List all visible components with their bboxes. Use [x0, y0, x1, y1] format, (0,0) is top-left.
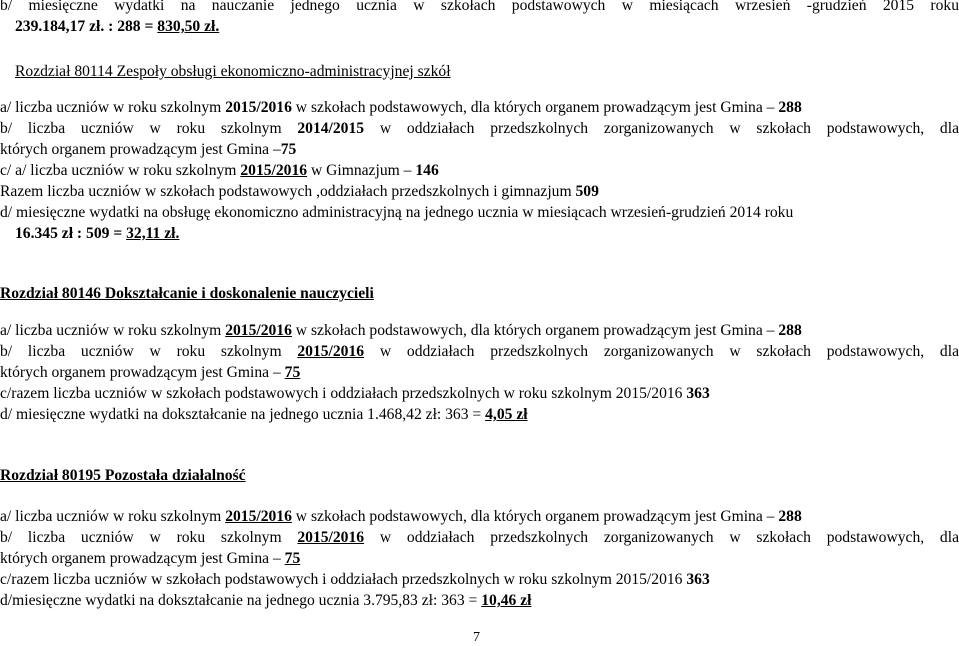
text-line: b/ miesięczne wydatki na nauczanie jednego ucznia w szkołach podstawowych w miesiącach wrzesień -grudzień 2015 roku [0, 0, 959, 14]
text-line: c/razem liczba uczniów w szkołach podstawowych i oddziałach przedszkolnych w roku szkolnym 2015/2016 363 [0, 571, 710, 588]
section-heading-80195: Rozdział 80195 Pozostała działalność [0, 467, 246, 484]
text-line: których organem prowadzącym jest Gmina – 75 [0, 364, 301, 381]
text-line: d/ miesięczne wydatki na dokształcanie na jednego ucznia 1.468,42 zł: 363 = 4,05 zł [0, 406, 528, 423]
text-line: d/ miesięczne wydatki na obsługę ekonomiczno administracyjną na jednego ucznia w miesiącach wrzesień-grudzień 2014 roku [0, 204, 794, 221]
text-line: c/ a/ liczba uczniów w roku szkolnym 2015/2016 w Gimnazjum – 146 [0, 162, 439, 179]
text-line: a/ liczba uczniów w roku szkolnym 2015/2016 w szkołach podstawowych, dla których organem prowadzącym jest Gmina – 288 [0, 322, 802, 339]
text-line: a/ liczba uczniów w roku szkolnym 2015/2016 w szkołach podstawowych, dla których organem prowadzącym jest Gmina – 288 [0, 508, 802, 525]
calculation-line: 16.345 zł : 509 = 32,11 zł. [15, 225, 180, 242]
text-line: c/razem liczba uczniów w szkołach podstawowych i oddziałach przedszkolnych w roku szkolnym 2015/2016 363 [0, 385, 710, 402]
text-line: d/miesięczne wydatki na dokształcanie na jednego ucznia 3.795,83 zł: 363 = 10,46 zł [0, 592, 532, 609]
text-line: Razem liczba uczniów w szkołach podstawowych ,oddziałach przedszkolnych i gimnazjum 509 [0, 183, 599, 200]
page-number: 7 [473, 630, 480, 645]
text-line: których organem prowadzącym jest Gmina – 75 [0, 550, 301, 567]
text-line: b/ liczba uczniów w roku szkolnym 2015/2016 w oddziałach przedszkolnych zorganizowanych w szkołach podstawowych, dla [0, 529, 959, 546]
text-line: a/ liczba uczniów w roku szkolnym 2015/2016 w szkołach podstawowych, dla których organem prowadzącym jest Gmina – 288 [0, 99, 802, 116]
text-line: b/ liczba uczniów w roku szkolnym 2014/2015 w oddziałach przedszkolnych zorganizowanych w szkołach podstawowych, dla [0, 120, 959, 137]
calculation-line: 239.184,17 zł. : 288 = 830,50 zł. [15, 18, 220, 35]
section-heading-80114: Rozdział 80114 Zespoły obsługi ekonomiczno-administracyjnej szkół [15, 63, 451, 80]
text-line: których organem prowadzącym jest Gmina –75 [0, 141, 297, 158]
section-heading-80146: Rozdział 80146 Dokształcanie i doskonalenie nauczycieli [0, 285, 374, 302]
text-line: b/ liczba uczniów w roku szkolnym 2015/2016 w oddziałach przedszkolnych zorganizowanych w szkołach podstawowych, dla [0, 343, 959, 360]
